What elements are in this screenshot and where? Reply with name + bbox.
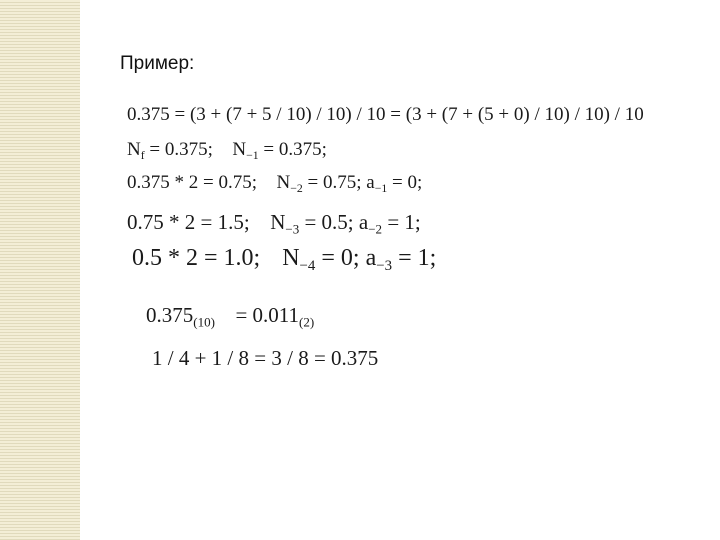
equation-line-6 (146, 303, 314, 331)
equation-line-1 (127, 104, 644, 126)
equation-line-4 (127, 210, 421, 238)
subscript: (10) (193, 314, 215, 330)
subscript: −1 (374, 182, 388, 196)
equation-text: = 1; (398, 245, 437, 271)
decorative-side-stripe (0, 0, 80, 540)
subscript: −2 (290, 182, 303, 196)
subscript: −1 (246, 149, 259, 163)
symbol-n: N (270, 210, 286, 234)
symbol-n: N (127, 139, 141, 160)
symbol-n: N (276, 172, 291, 193)
equation-text: = 0.375; (149, 139, 213, 160)
equation-text: = 0; a (321, 245, 377, 271)
equation-text: 0.375 * 2 = 0.75; (127, 172, 257, 193)
equation-text: = 0.375; (263, 139, 327, 160)
subscript: −2 (368, 221, 383, 237)
subscript: f (140, 149, 145, 163)
equation-line-5 (132, 245, 436, 275)
slide-title: Пример: (120, 53, 195, 74)
equation-text: 0.75 * 2 = 1.5; (127, 210, 250, 234)
equation-text: 0.375 (146, 303, 194, 327)
equation-text: 1 / 4 + 1 / 8 = 3 / 8 = 0.375 (152, 346, 379, 370)
equation-text: 0.375 = (3 + (7 + 5 / 10) / 10) / 10 = (3 + (7 + (5 + 0) / 10) / 10) / 10 (127, 104, 644, 125)
equation-text: = 0.75; a (307, 172, 375, 193)
subscript: (2) (299, 314, 315, 330)
equation-text: = 0; (391, 172, 423, 193)
equation-line-3 (127, 172, 422, 196)
subscript: −4 (299, 258, 316, 275)
equation-text: = 1; (387, 210, 421, 234)
symbol-n: N (232, 139, 247, 160)
subscript: −3 (376, 258, 393, 275)
equation-line-2 (127, 139, 327, 163)
equation-text: = 0.5; a (304, 210, 369, 234)
symbol-n: N (282, 245, 300, 271)
equation-text: 0.5 * 2 = 1.0; (132, 245, 261, 271)
equation-line-7 (152, 346, 378, 371)
equation-text: = 0.011 (235, 303, 300, 327)
subscript: −3 (285, 221, 300, 237)
